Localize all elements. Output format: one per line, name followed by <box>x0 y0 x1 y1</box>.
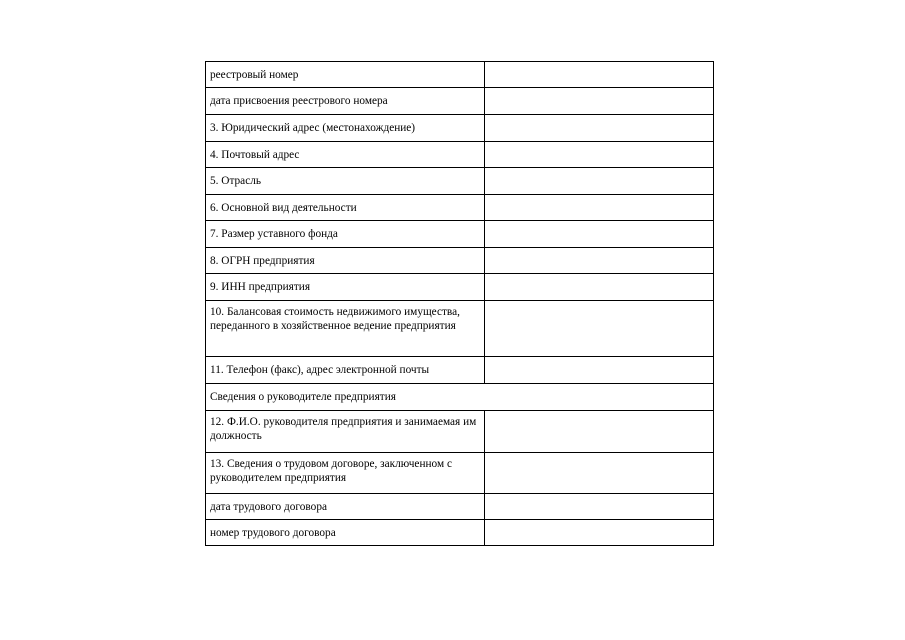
row-label-contract-date: дата трудового договора <box>206 494 485 520</box>
row-label-registry-number: реестровый номер <box>206 62 485 88</box>
row-value-contract-number[interactable] <box>485 520 714 546</box>
row-value-inn[interactable] <box>485 274 714 301</box>
table-row <box>206 62 714 88</box>
row-label-charter-fund: 7. Размер уставного фонда <box>206 221 485 248</box>
row-label-legal-address: 3. Юридический адрес (местонахождение) <box>206 115 485 142</box>
row-label-registry-date: дата присвоения реестрового номера <box>206 88 485 115</box>
row-value-registry-number[interactable] <box>485 62 714 88</box>
table-row <box>206 195 714 221</box>
row-value-employment-contract[interactable] <box>485 453 714 494</box>
row-label-postal-address: 4. Почтовый адрес <box>206 142 485 168</box>
row-value-main-activity[interactable] <box>485 195 714 221</box>
row-value-legal-address[interactable] <box>485 115 714 142</box>
table-row <box>206 88 714 115</box>
row-label-book-value: 10. Балансовая стоимость недвижимого имущества, переданного в хозяйственное ведение предприятия <box>206 301 485 357</box>
table-row <box>206 115 714 142</box>
row-label-employment-contract: 13. Сведения о трудовом договоре, заключенном с руководителем предприятия <box>206 453 485 494</box>
section-row <box>206 384 714 411</box>
table-row <box>206 494 714 520</box>
table-row <box>206 168 714 195</box>
table-row <box>206 301 714 357</box>
row-value-registry-date[interactable] <box>485 88 714 115</box>
row-label-phone-email: 11. Телефон (факс), адрес электронной почты <box>206 357 485 384</box>
table-row <box>206 142 714 168</box>
table-row <box>206 357 714 384</box>
table-row <box>206 453 714 494</box>
section-heading-director: Сведения о руководителе предприятия <box>206 384 714 411</box>
row-value-postal-address[interactable] <box>485 142 714 168</box>
table-row <box>206 221 714 248</box>
table-row <box>206 248 714 274</box>
row-value-director-name[interactable] <box>485 411 714 453</box>
row-label-inn: 9. ИНН предприятия <box>206 274 485 301</box>
table-row <box>206 411 714 453</box>
table-row <box>206 274 714 301</box>
row-label-contract-number: номер трудового договора <box>206 520 485 546</box>
table-row <box>206 520 714 546</box>
row-label-ogrn: 8. ОГРН предприятия <box>206 248 485 274</box>
row-label-director-name: 12. Ф.И.О. руководителя предприятия и занимаемая им должность <box>206 411 485 453</box>
row-value-phone-email[interactable] <box>485 357 714 384</box>
enterprise-info-table <box>205 61 714 546</box>
row-value-ogrn[interactable] <box>485 248 714 274</box>
row-label-main-activity: 6. Основной вид деятельности <box>206 195 485 221</box>
row-value-charter-fund[interactable] <box>485 221 714 248</box>
row-label-industry: 5. Отрасль <box>206 168 485 195</box>
row-value-industry[interactable] <box>485 168 714 195</box>
row-value-book-value[interactable] <box>485 301 714 357</box>
row-value-contract-date[interactable] <box>485 494 714 520</box>
